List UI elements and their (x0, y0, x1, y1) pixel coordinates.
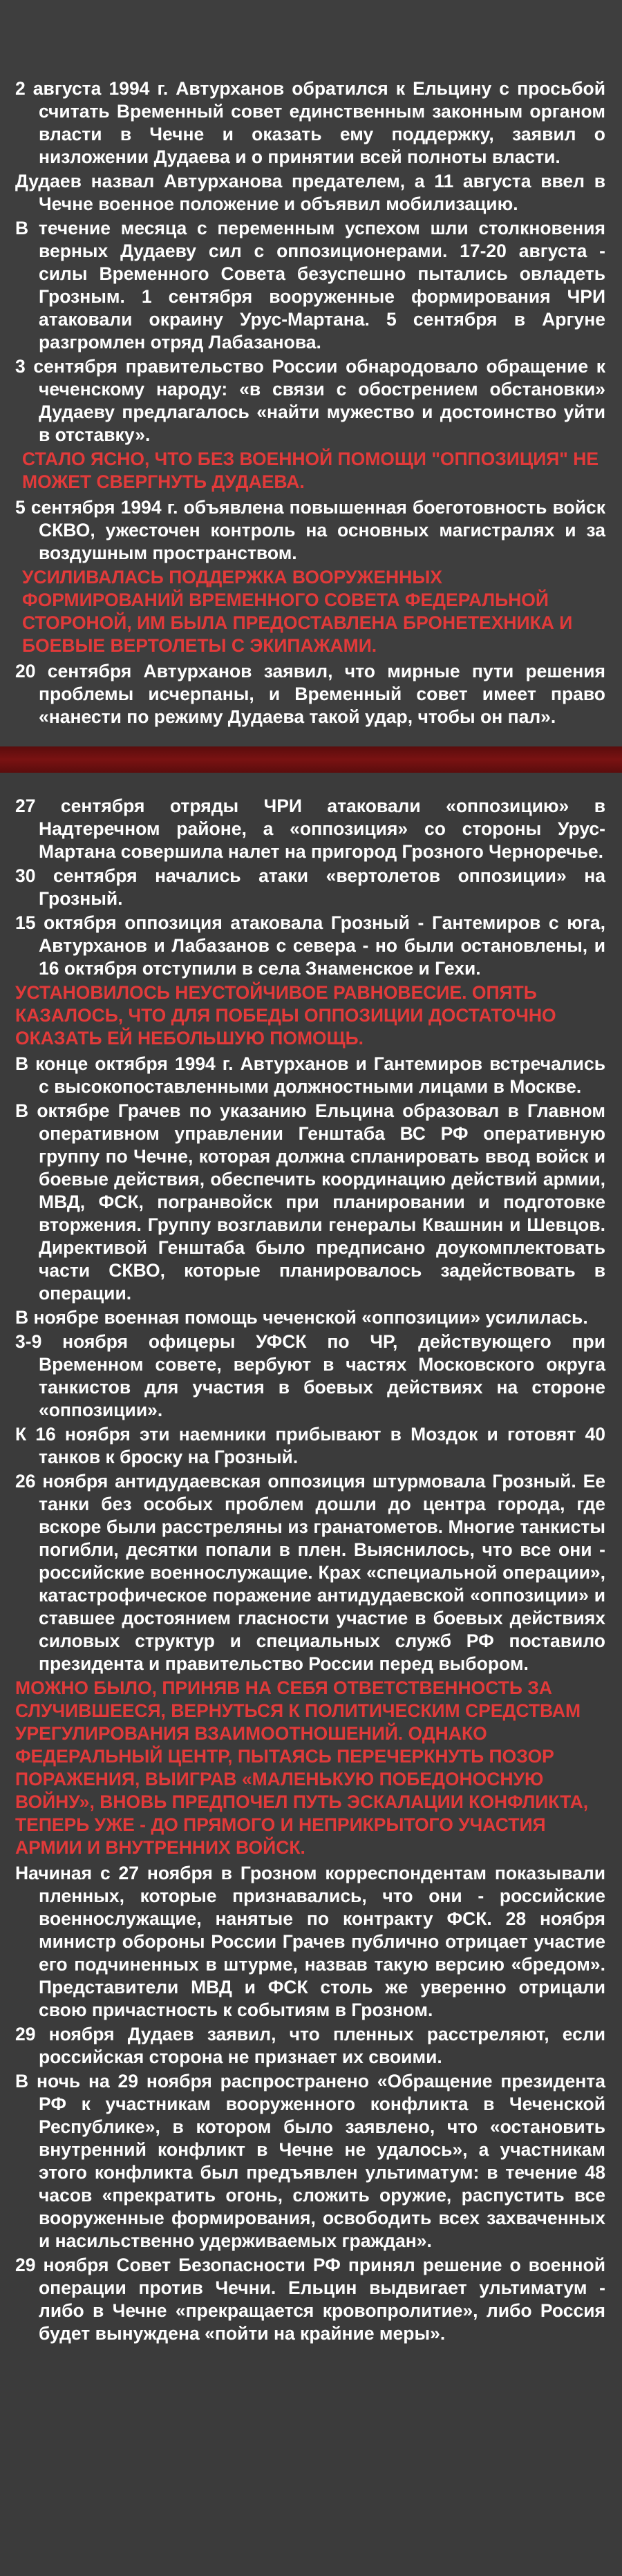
event-paragraph: 2 августа 1994 г. Автурханов обратился к Ельцину с просьбой считать Временный совет единственным законным органом власти в Чечне и оказать ему поддержку, заявил о низложении Дудаева и о принятии всей полноты власти. (15, 78, 605, 167)
highlight-conclusion: УСТАНОВИЛОСЬ НЕУСТОЙЧИВОЕ РАВНОВЕСИЕ. ОПЯТЬ КАЗАЛОСЬ, ЧТО ДЛЯ ПОБЕДЫ ОППОЗИЦИИ ДОСТАТОЧНО ОКАЗАТЬ ЕЙ НЕБОЛЬШУЮ ПОМОЩЬ. (15, 982, 556, 1049)
event-paragraph: Начиная с 27 ноября в Грозном корреспондентам показывали пленных, которые признавались, что они - российские военнослужащие, нанятые по контракту ФСК. 28 ноября министр обороны России Грачев публично отрицает участие его подчиненных в штурме, назвав такую версию «бредом». Представители МВД и ФСК столь же уверенно отрицали свою причастность к событиям в Грозном. (15, 1863, 605, 2020)
event-paragraph: 29 ноября Совет Безопасности РФ принял решение о военной операции против Чечни. Ельцин выдвигает ультиматум - либо в Чечне «прекращается кровопролитие», либо Россия будет вынуждена «пойти на крайние меры». (15, 2255, 605, 2344)
event-paragraph: 30 сентября начались атаки «вертолетов оппозиции» на Грозный. (15, 865, 605, 909)
event-paragraph: В ноябре военная помощь чеченской «оппозиции» усилилась. (15, 1307, 588, 1328)
event-paragraph: В конце октября 1994 г. Автурханов и Гантемиров встречались с высокопоставленными должностными лицами в Москве. (15, 1053, 605, 1097)
timeline-section-august-september (0, 0, 622, 746)
event-paragraph: 29 ноября Дудаев заявил, что пленных расстреляют, если российская сторона не признает их своими. (15, 2024, 605, 2067)
event-paragraph: 27 сентября отряды ЧРИ атаковали «оппозицию» в Надтеречном районе, а «оппозиция» со стороны Урус-Мартана совершила налет на пригород Грозного Черноречье. (15, 796, 605, 862)
highlight-conclusion: УСИЛИВАЛАСЬ ПОДДЕРЖКА ВООРУЖЕННЫХ ФОРМИРОВАНИЙ ВРЕМЕННОГО СОВЕТА ФЕДЕРАЛЬНОЙ СТОРОНОЙ, ИМ БЫЛА ПРЕДОСТАВЛЕНА БРОНЕТЕХНИКА И БОЕВЫЕ ВЕРТОЛЕТЫ С ЭКИПАЖАМИ. (22, 567, 573, 656)
event-paragraph: К 16 ноября эти наемники прибывают в Моздок и готовят 40 танков к броску на Грозный. (15, 1424, 605, 1467)
event-paragraph: Дудаев назвал Автурханова предателем, а 11 августа ввел в Чечне военное положение и объявил мобилизацию. (15, 171, 605, 214)
event-paragraph: 3 сентября правительство России обнародовало обращение к чеченскому народу: «в связи с обострением обстановки» Дудаеву предлагалось «найти мужество и достоинство уйти в отставку». (15, 356, 605, 445)
highlight-conclusion: СТАЛО ЯСНО, ЧТО БЕЗ ВОЕННОЙ ПОМОЩИ "ОППОЗИЦИЯ" НЕ МОЖЕТ СВЕРГНУТЬ ДУДАЕВА. (22, 449, 599, 492)
section-content (15, 77, 605, 730)
event-paragraph: 5 сентября 1994 г. объявлена повышенная боеготовность войск СКВО, ужесточен контроль на основных магистралях и за воздушным пространством. (15, 497, 605, 563)
timeline-section-september-november (0, 773, 622, 2576)
event-paragraph: В течение месяца с переменным успехом шли столкновения верных Дудаеву сил с оппозиционерами. 17-20 августа - силы Временного Совета безуспешно пытались овладеть Грозным. 1 сентября вооруженные формирования ЧРИ атаковали окраину Урус-Мартана. 5 сентября в Аргуне разгромлен отряд Лабазанова. (15, 218, 605, 352)
event-paragraph: 20 сентября Автурханов заявил, что мирные пути решения проблемы исчерпаны, и Временный совет имеет право «нанести по режиму Дудаева такой удар, чтобы он пал». (15, 661, 605, 727)
event-paragraph: В ночь на 29 ноября распространено «Обращение президента РФ к участникам вооруженного конфликта в Чеченской Республике», в котором было заявлено, что «остановить внутренний конфликт в Чечне не удалось», а участникам этого конфликта был предъявлен ультиматум: в течение 48 часов «прекратить огонь, сложить оружие, распустить все вооруженные формирования, освободить всех захваченных и насильственно удерживаемых граждан». (15, 2071, 605, 2251)
section-divider (0, 746, 622, 773)
section-content (15, 795, 605, 2347)
event-paragraph: В октябре Грачев по указанию Ельцина образовал в Главном оперативном управлении Генштаба ВС РФ оперативную группу по Чечне, которая должна спланировать ввод войск и боевые действия, обеспечить координацию действий армии, МВД, ФСК, погранвойск при планировании и подготовке вторжения. Группу возглавили генералы Квашнин и Шевцов. Директивой Генштаба было предписано доукомплектовать части СКВО, которые планировалось задействовать в операции. (15, 1100, 605, 1304)
event-paragraph: 3-9 ноября офицеры УФСК по ЧР, действующего при Временном совете, вербуют в частях Московского округа танкистов для участия в боевых действиях на стороне «оппозиции». (15, 1331, 605, 1420)
event-paragraph: 26 ноября антидудаевская оппозиция штурмовала Грозный. Ее танки без особых проблем дошли до центра города, где вскоре были расстреляны из гранатометов. Многие танкисты погибли, десятки попали в плен. Выяснилось, что все они - российские военнослужащие. Крах «специальной операции», катастрофическое поражение антидудаевской «оппозиции» и ставшее достоянием гласности участие в боевых действиях силовых структур и специальных служб РФ поставило президента и правительство России перед выбором. (15, 1471, 605, 1674)
highlight-conclusion: МОЖНО БЫЛО, ПРИНЯВ НА СЕБЯ ОТВЕТСТВЕННОСТЬ ЗА СЛУЧИВШЕЕСЯ, ВЕРНУТЬСЯ К ПОЛИТИЧЕСКИМ СРЕДСТВАМ УРЕГУЛИРОВАНИЯ ВЗАИМООТНОШЕНИЙ. ОДНАКО ФЕДЕРАЛЬНЫЙ ЦЕНТР, ПЫТАЯСЬ ПЕРЕЧЕРКНУТЬ ПОЗОР ПОРАЖЕНИЯ, ВЫИГРАВ «МАЛЕНЬКУЮ ПОБЕДОНОСНУЮ ВОЙНУ», ВНОВЬ ПРЕДПОЧЕЛ ПУТЬ ЭСКАЛАЦИИ КОНФЛИКТА, ТЕПЕРЬ УЖЕ - ДО ПРЯМОГО И НЕПРИКРЫТОГО УЧАСТИЯ АРМИИ И ВНУТРЕННИХ ВОЙСК. (15, 1677, 589, 1858)
event-paragraph: 15 октября оппозиция атаковала Грозный - Гантемиров с юга, Автурханов и Лабазанов с севера - но были остановлены, и 16 октября отступили в села Знаменское и Гехи. (15, 912, 605, 979)
